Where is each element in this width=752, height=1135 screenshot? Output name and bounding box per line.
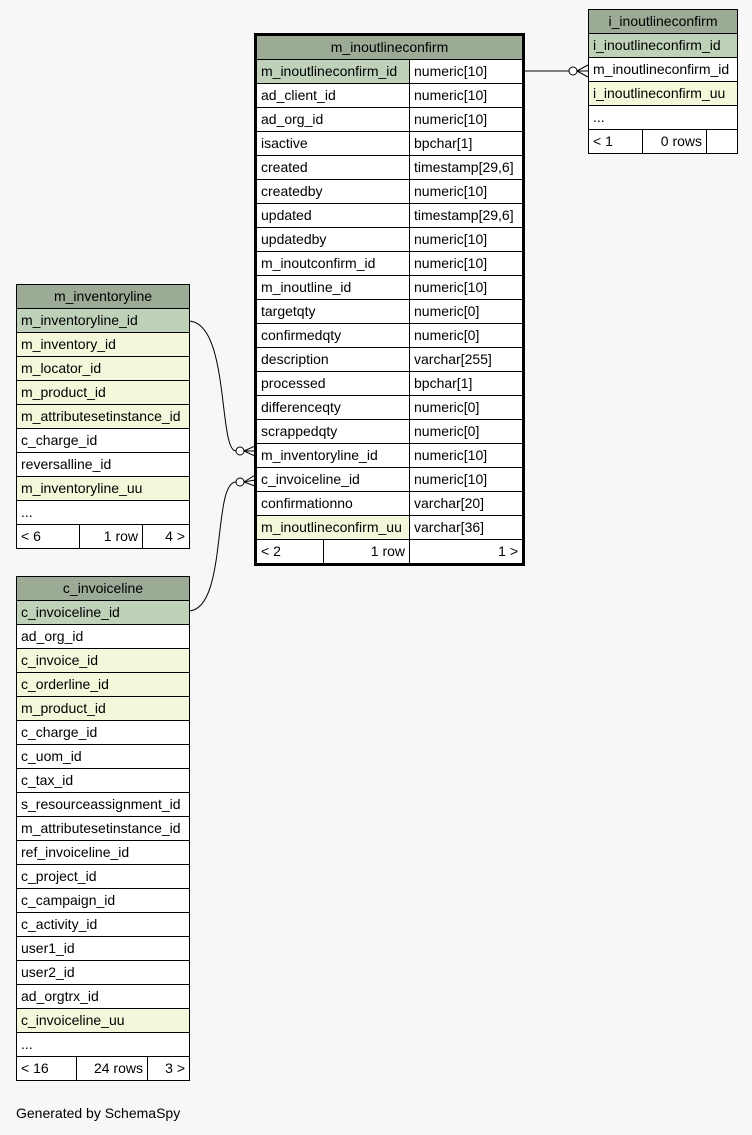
table-row [256, 252, 524, 276]
table-row [17, 697, 190, 721]
column-name[interactable]: ad_orgtrx_id [17, 985, 190, 1009]
column-name[interactable]: processed [256, 372, 410, 396]
column-name[interactable]: m_attributesetinstance_id [17, 817, 190, 841]
column-name[interactable]: m_inventoryline_id [17, 309, 190, 333]
column-type: numeric[10] [410, 444, 524, 468]
column-type: numeric[10] [410, 468, 524, 492]
table-row [256, 132, 524, 156]
table-title[interactable]: c_invoiceline [17, 577, 190, 601]
relationship-line-m-inventoryline [188, 321, 236, 451]
table-row [256, 492, 524, 516]
table-row [256, 300, 524, 324]
table-footer-row [256, 540, 524, 565]
generated-by-note: Generated by SchemaSpy [16, 1105, 181, 1121]
column-type: bpchar[1] [410, 132, 524, 156]
column-name[interactable]: m_inventoryline_id [256, 444, 410, 468]
column-type: varchar[36] [410, 516, 524, 540]
column-name[interactable]: c_charge_id [17, 721, 190, 745]
table-row [17, 1033, 190, 1057]
column-type: numeric[10] [410, 108, 524, 132]
column-name[interactable]: c_activity_id [17, 913, 190, 937]
children-count[interactable] [707, 130, 738, 154]
column-name[interactable]: m_attributesetinstance_id [17, 405, 190, 429]
table-header-row [256, 35, 524, 60]
table-row [256, 60, 524, 84]
column-name[interactable]: scrappedqty [256, 420, 410, 444]
column-name[interactable]: i_inoutlineconfirm_uu [589, 82, 738, 106]
table-row [17, 453, 190, 477]
parents-count[interactable]: < 2 [256, 540, 324, 565]
column-name[interactable]: ad_client_id [256, 84, 410, 108]
column-name[interactable]: user2_id [17, 961, 190, 985]
column-name[interactable]: isactive [256, 132, 410, 156]
parents-count[interactable]: < 16 [17, 1057, 77, 1081]
row-count: 1 row [324, 540, 410, 565]
children-count[interactable]: 4 > [143, 525, 190, 549]
relationship-circle-m-inventoryline [236, 447, 244, 455]
table-c-invoiceline[interactable] [16, 576, 190, 1081]
column-name[interactable]: s_resourceassignment_id [17, 793, 190, 817]
table-row [17, 673, 190, 697]
table-title[interactable]: i_inoutlineconfirm [589, 10, 738, 34]
column-type: numeric[10] [410, 180, 524, 204]
table-row [17, 381, 190, 405]
column-name[interactable]: m_inoutlineconfirm_id [256, 60, 410, 84]
column-name[interactable]: c_campaign_id [17, 889, 190, 913]
table-row [17, 841, 190, 865]
table-row [17, 429, 190, 453]
column-name[interactable]: createdby [256, 180, 410, 204]
column-type: numeric[10] [410, 228, 524, 252]
column-name[interactable]: ad_org_id [256, 108, 410, 132]
column-type: numeric[0] [410, 420, 524, 444]
table-row [589, 106, 738, 130]
table-row [256, 84, 524, 108]
table-row [17, 721, 190, 745]
parents-count[interactable]: < 6 [17, 525, 80, 549]
column-type: bpchar[1] [410, 372, 524, 396]
column-name[interactable]: c_orderline_id [17, 673, 190, 697]
table-row [256, 204, 524, 228]
children-count[interactable]: 3 > [148, 1057, 190, 1081]
table-row [256, 108, 524, 132]
table-row [17, 309, 190, 333]
table-row [17, 625, 190, 649]
column-type: numeric[0] [410, 396, 524, 420]
parents-count[interactable]: < 1 [589, 130, 643, 154]
column-name[interactable]: i_inoutlineconfirm_id [589, 34, 738, 58]
table-row [256, 444, 524, 468]
column-name[interactable]: m_product_id [17, 697, 190, 721]
column-name[interactable]: confirmationno [256, 492, 410, 516]
row-count: 0 rows [643, 130, 707, 154]
table-row [17, 793, 190, 817]
row-count: 24 rows [77, 1057, 148, 1081]
table-title[interactable]: m_inoutlineconfirm [256, 35, 524, 60]
table-row [17, 477, 190, 501]
table-row [17, 501, 190, 525]
column-name[interactable]: created [256, 156, 410, 180]
table-row [17, 405, 190, 429]
table-row [17, 865, 190, 889]
column-name[interactable]: m_inoutlineconfirm_id [589, 58, 738, 82]
table-row [17, 913, 190, 937]
column-name[interactable]: c_invoiceline_id [17, 601, 190, 625]
column-name[interactable]: ref_invoiceline_id [17, 841, 190, 865]
column-name[interactable]: user1_id [17, 937, 190, 961]
column-name[interactable]: ad_org_id [17, 625, 190, 649]
column-name[interactable]: ... [589, 106, 738, 130]
table-row [256, 516, 524, 540]
column-type: numeric[10] [410, 84, 524, 108]
table-footer-row [17, 1057, 190, 1081]
table-row [17, 601, 190, 625]
table-row [589, 82, 738, 106]
table-row [256, 372, 524, 396]
column-type: numeric[10] [410, 60, 524, 84]
column-type: timestamp[29,6] [410, 156, 524, 180]
table-m-inoutlineconfirm[interactable] [254, 33, 525, 566]
column-name[interactable]: c_uom_id [17, 745, 190, 769]
table-row [256, 348, 524, 372]
table-row [256, 156, 524, 180]
relationship-line-c-invoiceline [188, 482, 236, 611]
column-name[interactable]: confirmedqty [256, 324, 410, 348]
table-footer-row [589, 130, 738, 154]
table-row [17, 333, 190, 357]
column-name[interactable]: m_inoutline_id [256, 276, 410, 300]
column-name[interactable]: updatedby [256, 228, 410, 252]
column-type: timestamp[29,6] [410, 204, 524, 228]
table-row [17, 985, 190, 1009]
relationship-circle-c-invoiceline [236, 478, 244, 486]
table-row [17, 817, 190, 841]
table-row [256, 276, 524, 300]
table-row [256, 468, 524, 492]
table-row [17, 889, 190, 913]
column-name[interactable]: c_invoice_id [17, 649, 190, 673]
table-row [17, 357, 190, 381]
column-name[interactable]: m_inventory_id [17, 333, 190, 357]
column-type: numeric[0] [410, 324, 524, 348]
table-row [256, 228, 524, 252]
table-row [256, 324, 524, 348]
table-row [256, 396, 524, 420]
column-name[interactable]: updated [256, 204, 410, 228]
table-i-inoutlineconfirm[interactable] [588, 9, 738, 154]
column-name[interactable]: targetqty [256, 300, 410, 324]
table-row [17, 1009, 190, 1033]
table-row [256, 180, 524, 204]
children-count[interactable]: 1 > [410, 540, 524, 565]
relationship-crowfoot-i-inoutlineconfirm [577, 65, 588, 77]
table-footer-row [17, 525, 190, 549]
column-name[interactable]: m_locator_id [17, 357, 190, 381]
table-row [256, 420, 524, 444]
column-name[interactable]: c_tax_id [17, 769, 190, 793]
table-header-row [17, 577, 190, 601]
column-type: numeric[10] [410, 276, 524, 300]
row-count: 1 row [80, 525, 143, 549]
column-name[interactable]: m_inoutlineconfirm_uu [256, 516, 410, 540]
column-type: numeric[10] [410, 252, 524, 276]
column-name[interactable]: ... [17, 501, 190, 525]
column-name[interactable]: differenceqty [256, 396, 410, 420]
column-name[interactable]: m_inoutconfirm_id [256, 252, 410, 276]
table-header-row [17, 285, 190, 309]
column-name[interactable]: c_project_id [17, 865, 190, 889]
column-type: varchar[255] [410, 348, 524, 372]
table-row [17, 937, 190, 961]
column-name[interactable]: ... [17, 1033, 190, 1057]
table-row [17, 961, 190, 985]
table-title[interactable]: m_inventoryline [17, 285, 190, 309]
column-type: varchar[20] [410, 492, 524, 516]
table-row [589, 34, 738, 58]
table-header-row [589, 10, 738, 34]
column-name[interactable]: m_product_id [17, 381, 190, 405]
column-name[interactable]: description [256, 348, 410, 372]
table-row [589, 58, 738, 82]
column-name[interactable]: c_charge_id [17, 429, 190, 453]
column-name[interactable]: m_inventoryline_uu [17, 477, 190, 501]
table-row [17, 769, 190, 793]
column-name[interactable]: c_invoiceline_id [256, 468, 410, 492]
table-row [17, 745, 190, 769]
relationship-circle-i-inoutlineconfirm [569, 67, 577, 75]
column-name[interactable]: reversalline_id [17, 453, 190, 477]
column-type: numeric[0] [410, 300, 524, 324]
column-name[interactable]: c_invoiceline_uu [17, 1009, 190, 1033]
table-m-inventoryline[interactable] [16, 284, 190, 549]
table-row [17, 649, 190, 673]
